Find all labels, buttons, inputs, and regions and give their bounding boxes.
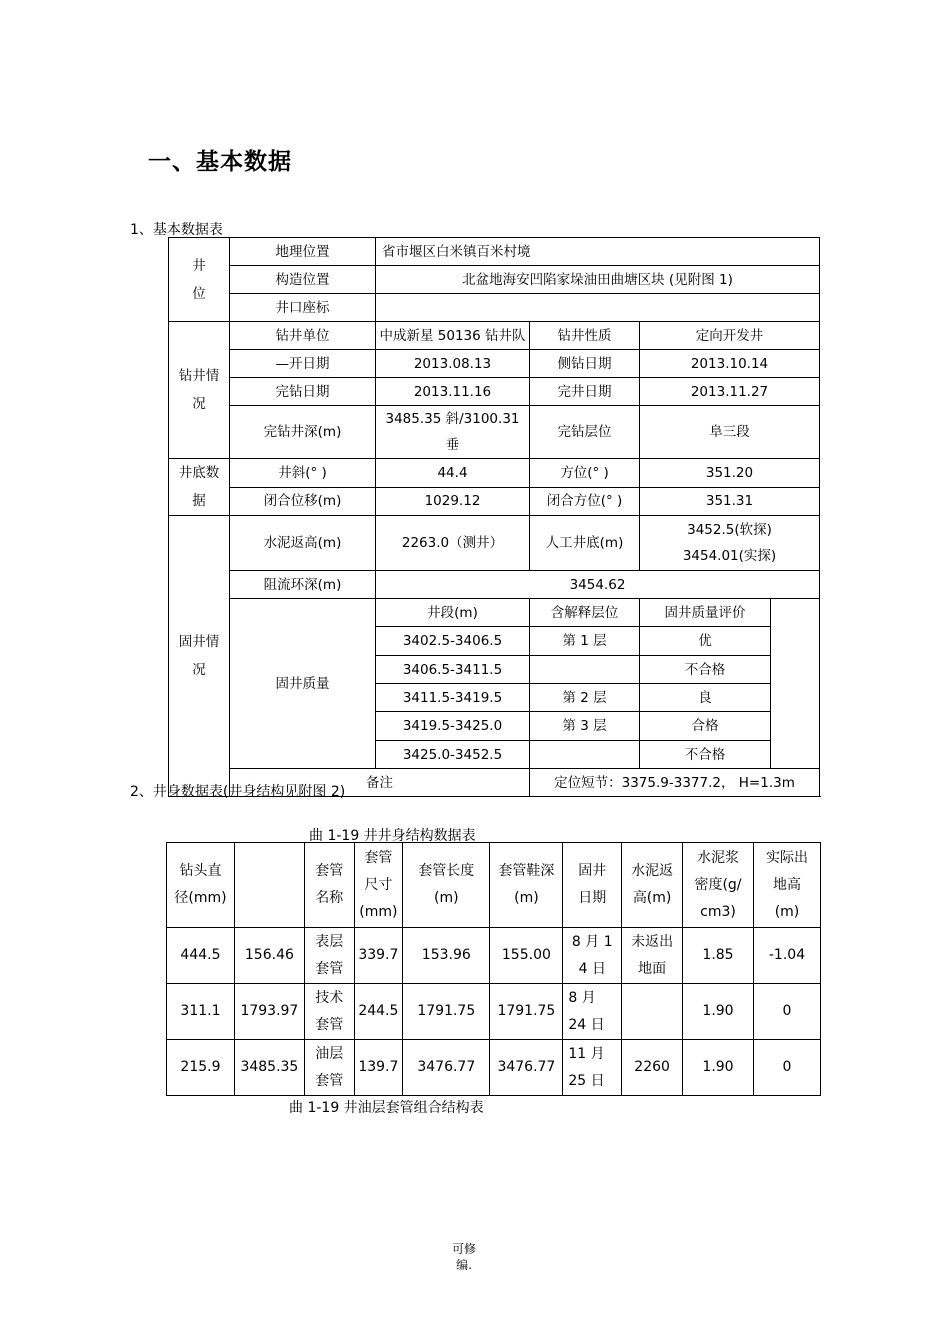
table-cell: 153.96 (403, 928, 490, 984)
incl-label: 井斜(° ) (230, 459, 376, 488)
quality-header-eval: 固井质量评价 (640, 599, 771, 627)
section-1-title: 1、基本数据表 (130, 222, 223, 238)
pbtd-value (640, 516, 820, 571)
cementing-group: 固井情 况 (169, 516, 230, 797)
header-casing-length: 套管长度 (m) (403, 843, 490, 928)
header-cement-top: 水泥返 高(m) (622, 843, 683, 928)
comp-value: 2013.11.27 (640, 378, 820, 406)
section-2-title: 2、井身数据表(井身结构见附图 2) (130, 784, 346, 800)
table-cell: 2260 (622, 1040, 683, 1096)
quality-layer: 第 3 层 (530, 712, 640, 741)
bottom-group: 井底数 据 (169, 459, 230, 516)
quality-layer (530, 741, 640, 769)
disp-value: 1029.12 (376, 487, 530, 516)
comp-label: 完井日期 (530, 378, 640, 406)
quality-spacer (771, 599, 820, 769)
quality-interval: 3425.0-3452.5 (376, 741, 530, 769)
table-cell: 139.7 (354, 1040, 403, 1096)
header-slurry-density: 水泥浆 密度(g/ cm3) (683, 843, 754, 928)
quality-eval: 不合格 (640, 656, 771, 684)
table-cell: 未返出 地面 (622, 928, 683, 984)
table-cell: 3476.77 (490, 1040, 563, 1096)
remark-value: 定位短节：3375.9-3377.2， H=1.3m (530, 769, 820, 797)
table-cell: 表层 套管 (304, 928, 354, 984)
pbtd-label: 人工井底(m) (530, 516, 640, 571)
td-label: 完钻日期 (230, 378, 376, 406)
table-cell: 8 月 1 4 日 (563, 928, 622, 984)
coord-label: 井口座标 (230, 294, 376, 322)
disp-label: 闭合位移(m) (230, 487, 376, 516)
incl-value: 44.4 (376, 459, 530, 488)
unit-label: 钻井单位 (230, 322, 376, 350)
table-cell: 1793.97 (234, 984, 304, 1040)
layer-value: 阜三段 (640, 406, 820, 459)
drilling-group: 钻井情 况 (169, 322, 230, 459)
quality-interval: 3406.5-3411.5 (376, 656, 530, 684)
table-cell: 1.90 (683, 984, 754, 1040)
page-heading: 一、基本数据 (148, 149, 292, 175)
cazi-label: 闭合方位(° ) (530, 487, 640, 516)
casing-table-title: 曲 1-19 井井身结构数据表 (309, 828, 476, 844)
header-depth (234, 843, 304, 928)
table-cell (622, 984, 683, 1040)
struct-label: 构造位置 (230, 266, 376, 294)
header-stickup: 实际出 地高 (m) (753, 843, 820, 928)
side-value: 2013.10.14 (640, 350, 820, 378)
quality-interval: 3402.5-3406.5 (376, 627, 530, 656)
azi-value: 351.20 (640, 459, 820, 488)
header-casing-size: 套管 尺寸 (mm) (354, 843, 403, 928)
table-cell: -1.04 (753, 928, 820, 984)
table-cell: 1.90 (683, 1040, 754, 1096)
quality-eval: 合格 (640, 712, 771, 741)
header-cement-date: 固井 日期 (563, 843, 622, 928)
table-cell: 0 (753, 1040, 820, 1096)
header-shoe-depth: 套管鞋深 (m) (490, 843, 563, 928)
table-cell: 311.1 (167, 984, 235, 1040)
table-cell: 339.7 (354, 928, 403, 984)
pbtd-hard: 3454.01(实探) (682, 548, 777, 564)
azi-label: 方位(° ) (530, 459, 640, 488)
quality-eval: 不合格 (640, 741, 771, 769)
quality-eval: 良 (640, 684, 771, 712)
quality-label: 固井质量 (230, 599, 376, 769)
table-cell: 11 月 25 日 (563, 1040, 622, 1096)
header-bit-size: 钻头直 径(mm) (167, 843, 235, 928)
well-position-group: 井 位 (169, 238, 230, 322)
quality-layer: 第 1 层 (530, 627, 640, 656)
collar-value: 3454.62 (376, 571, 820, 599)
depth-label: 完钻井深(m) (230, 406, 376, 459)
spud-label: —开日期 (230, 350, 376, 378)
oil-casing-table-title: 曲 1-19 井油层套管组合结构表 (289, 1100, 484, 1116)
table-cell: 156.46 (234, 928, 304, 984)
quality-header-layer: 含解释层位 (530, 599, 640, 627)
geo-value: 省市堰区白米镇百米村境 (376, 238, 820, 266)
table-cell: 3485.35 (234, 1040, 304, 1096)
casing-table (166, 842, 821, 1096)
footer-note: 可修 编. (451, 1242, 476, 1272)
nature-value: 定向开发井 (640, 322, 820, 350)
header-casing-name: 套管 名称 (304, 843, 354, 928)
table-cell: 1791.75 (403, 984, 490, 1040)
table-cell: 1.85 (683, 928, 754, 984)
table-cell: 244.5 (354, 984, 403, 1040)
depth-value: 3485.35 斜/3100.31 垂 (376, 406, 530, 459)
basic-data-table (168, 237, 820, 797)
quality-interval: 3411.5-3419.5 (376, 684, 530, 712)
pbtd-soft: 3452.5(软探) (687, 522, 772, 538)
struct-value: 北盆地海安凹陷家垛油田曲塘区块 (见附图 1) (376, 266, 820, 294)
coord-value (376, 294, 820, 322)
cem-value: 2263.0（测井） (376, 516, 530, 571)
quality-interval: 3419.5-3425.0 (376, 712, 530, 741)
td-value: 2013.11.16 (376, 378, 530, 406)
table-cell: 215.9 (167, 1040, 235, 1096)
table-cell: 技术 套管 (304, 984, 354, 1040)
cem-label: 水泥返高(m) (230, 516, 376, 571)
layer-label: 完钻层位 (530, 406, 640, 459)
quality-layer (530, 656, 640, 684)
unit-value: 中成新星 50136 钻井队 (376, 322, 530, 350)
table-cell: 444.5 (167, 928, 235, 984)
table-cell: 155.00 (490, 928, 563, 984)
cazi-value: 351.31 (640, 487, 820, 516)
quality-layer: 第 2 层 (530, 684, 640, 712)
table-cell: 1791.75 (490, 984, 563, 1040)
geo-label: 地理位置 (230, 238, 376, 266)
quality-eval: 优 (640, 627, 771, 656)
table-cell: 油层 套管 (304, 1040, 354, 1096)
spud-value: 2013.08.13 (376, 350, 530, 378)
table-cell: 8 月 24 日 (563, 984, 622, 1040)
nature-label: 钻井性质 (530, 322, 640, 350)
quality-header-interval: 井段(m) (376, 599, 530, 627)
remark-label: 备注 (230, 769, 530, 797)
collar-label: 阻流环深(m) (230, 571, 376, 599)
table-cell: 0 (753, 984, 820, 1040)
side-label: 侧钻日期 (530, 350, 640, 378)
table-cell: 3476.77 (403, 1040, 490, 1096)
